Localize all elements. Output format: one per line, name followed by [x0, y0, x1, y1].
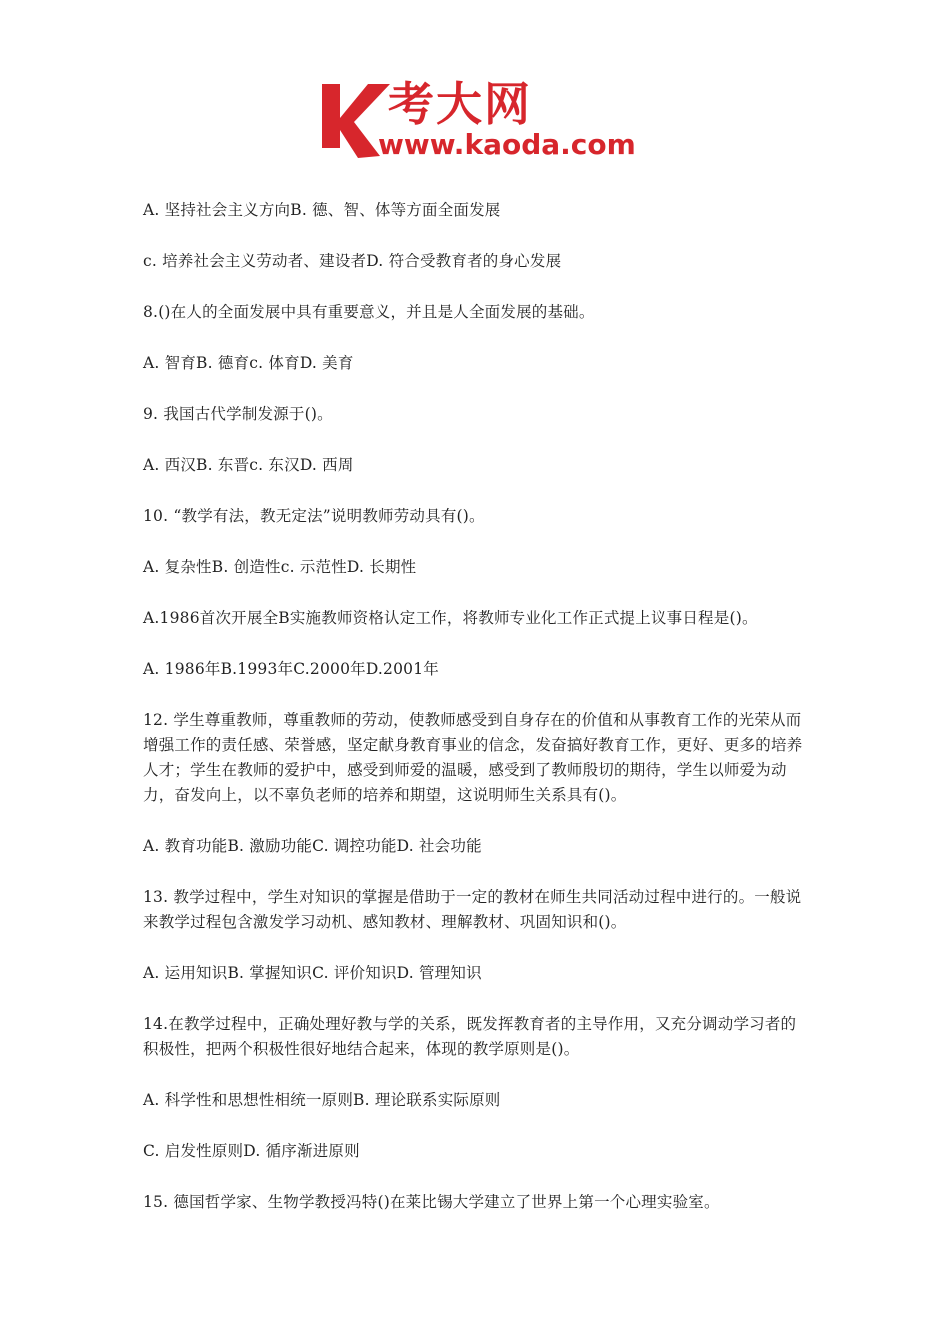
question-paragraph: c. 培养社会主义劳动者、建设者D. 符合受教育者的身心发展	[143, 252, 562, 270]
logo-url: www.kaoda.com	[378, 128, 636, 161]
question-paragraph: 8.()在人的全面发展中具有重要意义，并且是人全面发展的基础。	[143, 303, 595, 321]
question-paragraph: A. 运用知识B. 掌握知识C. 评价知识D. 管理知识	[143, 964, 482, 982]
question-paragraph: A. 科学性和思想性相统一原则B. 理论联系实际原则	[143, 1091, 501, 1109]
question-paragraph: 12. 学生尊重教师，尊重教师的劳动，使教师感受到自身存在的价值和从事教育工作的光荣从而增强工作的责任感、荣誉感，坚定献身教育事业的信念，发奋搞好教育工作，更好、更多的培养人才；学生在教师的爱护中，感受到师爱的温暖，感受到了教师殷切的期待，学生以师爱为动力，奋发向上，以不辜负老师的培养和期望，这说明师生关系具有()。	[143, 711, 803, 804]
question-paragraph: 10. “教学有法，教无定法”说明教师劳动具有()。	[143, 507, 485, 525]
question-paragraph: 13. 教学过程中，学生对知识的掌握是借助于一定的教材在师生共同活动过程中进行的。一般说来教学过程包含激发学习动机、感知教材、理解教材、巩固知识和()。	[143, 888, 802, 931]
question-paragraph: A. 1986年B.1993年C.2000年D.2001年	[143, 660, 439, 678]
question-paragraph: A. 教育功能B. 激励功能C. 调控功能D. 社会功能	[143, 837, 482, 855]
question-paragraph: A. 智育B. 德育c. 体育D. 美育	[143, 354, 354, 372]
question-paragraph: A. 复杂性B. 创造性c. 示范性D. 长期性	[143, 558, 417, 576]
logo-title: 考大网	[388, 77, 532, 131]
question-paragraph: 14.在教学过程中，正确处理好教与学的关系，既发挥教育者的主导作用，又充分调动学习者的积极性，把两个积极性很好地结合起来，体现的教学原则是()。	[143, 1015, 797, 1058]
kaoda-logo	[318, 78, 648, 164]
question-paragraph: A.1986首次开展全B实施教师资格认定工作，将教师专业化工作正式提上议事日程是()。	[143, 609, 758, 627]
question-paragraph: A. 西汉B. 东晋c. 东汉D. 西周	[143, 456, 354, 474]
question-paragraph: C. 启发性原则D. 循序渐进原则	[143, 1142, 360, 1160]
question-paragraph: 15. 德国哲学家、生物学教授冯特()在莱比锡大学建立了世界上第一个心理实验室。	[143, 1193, 720, 1211]
question-paragraph: A. 坚持社会主义方向B. 德、智、体等方面全面发展	[143, 201, 501, 219]
question-paragraph: 9. 我国古代学制发源于()。	[143, 405, 333, 423]
question-content	[143, 198, 811, 1241]
